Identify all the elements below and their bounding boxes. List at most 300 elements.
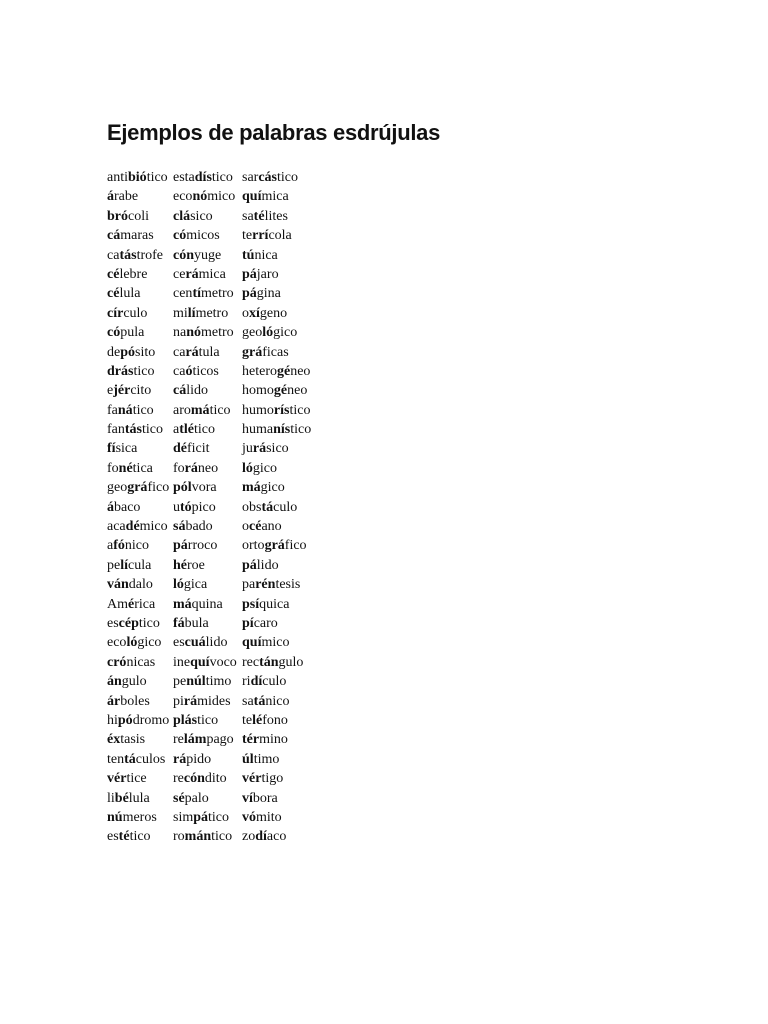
stressed-syllable: cé <box>107 266 120 282</box>
word-suffix: dalo <box>128 577 153 593</box>
stressed-syllable: ár <box>107 693 121 709</box>
word-prefix: aca <box>107 519 126 535</box>
stressed-syllable: có <box>173 228 187 244</box>
stressed-syllable: nó <box>186 325 202 341</box>
stressed-syllable: úl <box>242 751 254 767</box>
word-suffix: tico <box>142 422 164 438</box>
word-item <box>107 536 173 555</box>
word-suffix: cito <box>130 383 152 399</box>
word-prefix: sa <box>242 693 254 709</box>
word-item <box>107 381 173 400</box>
word-item <box>173 265 242 284</box>
word-item <box>173 439 242 458</box>
word-suffix: mico <box>139 519 168 535</box>
word-suffix: voco <box>209 654 237 670</box>
word-prefix: e <box>107 383 114 399</box>
word-prefix: a <box>107 538 114 554</box>
word-prefix: re <box>173 771 184 787</box>
word-item <box>173 575 242 594</box>
stressed-syllable: má <box>173 596 192 612</box>
word-item <box>173 226 242 245</box>
stressed-syllable: cá <box>107 228 121 244</box>
word-suffix: nico <box>124 538 149 554</box>
word-suffix: lites <box>264 208 288 224</box>
word-suffix: lido <box>205 635 228 651</box>
word-item <box>242 439 332 458</box>
word-prefix: obs <box>242 499 262 515</box>
word-suffix: mides <box>197 693 231 709</box>
stressed-syllable: tá <box>253 693 266 709</box>
word-suffix: neo <box>290 363 311 379</box>
stressed-syllable: cá <box>173 383 187 399</box>
word-item <box>242 536 332 555</box>
word-suffix: sito <box>135 344 156 360</box>
word-suffix: gico <box>252 460 277 476</box>
stressed-syllable: dé <box>173 441 187 457</box>
word-item <box>242 614 332 633</box>
stressed-syllable: cuá <box>184 635 206 651</box>
stressed-syllable: rá <box>173 751 187 767</box>
stressed-syllable: má <box>242 480 261 496</box>
word-item <box>242 769 332 788</box>
stressed-syllable: á <box>107 499 114 515</box>
stressed-syllable: fó <box>113 538 125 554</box>
stressed-syllable: jér <box>113 383 131 399</box>
stressed-syllable: tás <box>119 247 137 263</box>
word-suffix: mica <box>198 266 226 282</box>
word-suffix: jaro <box>256 266 279 282</box>
stressed-syllable: sá <box>173 519 186 535</box>
word-item <box>107 769 173 788</box>
word-prefix: ju <box>242 441 253 457</box>
stressed-syllable: quí <box>242 189 262 205</box>
word-item <box>173 556 242 575</box>
stressed-syllable: rén <box>255 577 276 593</box>
stressed-syllable: tó <box>180 499 192 515</box>
stressed-syllable: né <box>118 460 133 476</box>
word-prefix: re <box>173 732 184 748</box>
stressed-syllable: pí <box>242 615 254 631</box>
stressed-syllable: rá <box>252 441 267 457</box>
word-item <box>242 343 332 362</box>
stressed-syllable: tlé <box>179 422 194 438</box>
stressed-syllable: bró <box>107 208 128 224</box>
word-suffix: tico <box>138 615 160 631</box>
stressed-syllable: lí <box>120 557 128 573</box>
word-suffix: pico <box>191 499 216 515</box>
word-item <box>107 420 173 439</box>
word-prefix: ca <box>173 363 186 379</box>
stressed-syllable: psí <box>242 596 260 612</box>
word-prefix: sim <box>173 809 194 825</box>
stressed-syllable: pá <box>173 538 188 554</box>
word-item <box>242 168 332 187</box>
stressed-syllable: cír <box>107 305 124 321</box>
word-item <box>242 730 332 749</box>
word-item <box>242 498 332 517</box>
word-suffix: tasis <box>120 732 146 748</box>
word-suffix: gico <box>260 480 285 496</box>
word-suffix: pula <box>120 325 145 341</box>
word-item <box>242 478 332 497</box>
word-item <box>107 304 173 323</box>
word-item <box>242 226 332 245</box>
word-suffix: geno <box>259 305 288 321</box>
word-suffix: tico <box>289 402 311 418</box>
word-prefix: na <box>173 325 187 341</box>
word-item <box>107 265 173 284</box>
word-item <box>107 595 173 614</box>
stressed-syllable: ló <box>242 460 253 476</box>
word-item <box>107 750 173 769</box>
word-suffix: gico <box>273 325 298 341</box>
word-prefix: ine <box>173 654 191 670</box>
word-item <box>107 789 173 808</box>
word-item <box>242 284 332 303</box>
stressed-syllable: nó <box>192 189 208 205</box>
word-item <box>173 730 242 749</box>
word-suffix: rabe <box>114 189 139 205</box>
stressed-syllable: té <box>253 208 265 224</box>
word-prefix: sa <box>242 208 254 224</box>
word-item <box>173 789 242 808</box>
word-prefix: ce <box>173 266 186 282</box>
stressed-syllable: nís <box>273 422 291 438</box>
word-prefix: hi <box>107 712 118 728</box>
stressed-syllable: drás <box>107 363 134 379</box>
word-suffix: tico <box>208 809 230 825</box>
word-prefix: homo <box>242 383 274 399</box>
word-prefix: mi <box>173 305 188 321</box>
word-item <box>242 556 332 575</box>
stressed-syllable: có <box>107 325 121 341</box>
stressed-syllable: ló <box>262 325 274 341</box>
stressed-syllable: cón <box>183 771 205 787</box>
stressed-syllable: hé <box>173 557 187 573</box>
word-item <box>242 711 332 730</box>
word-item <box>242 207 332 226</box>
stressed-syllable: cás <box>258 170 277 185</box>
word-item <box>107 711 173 730</box>
stressed-syllable: gé <box>273 383 288 399</box>
word-suffix: tico <box>133 363 155 379</box>
word-item <box>173 633 242 652</box>
word-item <box>173 362 242 381</box>
stressed-syllable: rá <box>185 344 199 360</box>
stressed-syllable: vér <box>107 771 127 787</box>
word-suffix: gico <box>137 635 162 651</box>
word-item <box>107 633 173 652</box>
word-item <box>173 808 242 827</box>
word-item <box>173 692 242 711</box>
word-suffix: metro <box>201 325 234 341</box>
word-item <box>107 730 173 749</box>
word-suffix: bado <box>185 519 213 535</box>
word-suffix: mito <box>256 809 282 825</box>
word-item <box>173 343 242 362</box>
word-suffix: baco <box>114 499 141 515</box>
word-item <box>107 692 173 711</box>
word-item <box>242 362 332 381</box>
word-prefix: pe <box>107 557 121 573</box>
word-prefix: pa <box>242 577 256 593</box>
word-item <box>107 362 173 381</box>
word-item <box>242 401 332 420</box>
word-item <box>107 246 173 265</box>
stressed-syllable: pá <box>242 557 257 573</box>
word-prefix: ca <box>107 247 120 263</box>
word-item <box>173 595 242 614</box>
word-suffix: mino <box>259 732 288 748</box>
word-suffix: yuge <box>194 247 222 263</box>
stressed-syllable: dí <box>250 674 263 690</box>
word-prefix: rec <box>242 654 260 670</box>
stressed-syllable: cé <box>107 286 120 302</box>
word-item <box>107 653 173 672</box>
stressed-syllable: ná <box>117 402 133 418</box>
word-suffix: lebre <box>119 266 148 282</box>
word-item <box>107 343 173 362</box>
word-suffix: caro <box>253 615 278 631</box>
word-suffix: tico <box>209 402 231 418</box>
stressed-syllable: xí <box>249 305 260 321</box>
word-prefix: sar <box>242 170 259 185</box>
word-item <box>173 304 242 323</box>
stressed-syllable: rrí <box>252 228 269 244</box>
word-item <box>242 246 332 265</box>
word-prefix: cen <box>173 286 193 302</box>
word-suffix: tico <box>193 422 215 438</box>
word-suffix: tice <box>126 771 147 787</box>
stressed-syllable: bió <box>128 170 147 185</box>
word-prefix: li <box>107 790 115 806</box>
stressed-syllable: é <box>128 596 135 612</box>
word-item <box>107 284 173 303</box>
word-item <box>242 323 332 342</box>
word-suffix: culo <box>262 674 287 690</box>
word-suffix: ticos <box>192 363 219 379</box>
stressed-syllable: dé <box>125 519 140 535</box>
word-item <box>107 498 173 517</box>
word-prefix: geo <box>242 325 263 341</box>
word-item <box>107 439 173 458</box>
word-suffix: sico <box>266 441 289 457</box>
word-suffix: lido <box>186 383 208 399</box>
word-item <box>173 323 242 342</box>
word-suffix: fico <box>147 480 170 496</box>
word-suffix: mico <box>207 189 236 205</box>
word-suffix: ficas <box>262 344 289 360</box>
word-item <box>173 672 242 691</box>
word-suffix: culo <box>123 305 148 321</box>
word-item <box>173 769 242 788</box>
word-suffix: coli <box>128 208 149 224</box>
stressed-syllable: cró <box>107 654 127 670</box>
word-suffix: rroco <box>187 538 218 554</box>
word-item <box>107 614 173 633</box>
word-item <box>107 517 173 536</box>
word-item <box>242 750 332 769</box>
word-item <box>242 672 332 691</box>
word-item <box>173 246 242 265</box>
word-item <box>173 536 242 555</box>
word-item <box>242 381 332 400</box>
word-item <box>107 401 173 420</box>
word-suffix: timo <box>253 751 280 767</box>
word-suffix: gulo <box>278 654 304 670</box>
page-title: Ejemplos de palabras esdrújulas <box>107 120 441 145</box>
word-suffix: roe <box>187 557 205 573</box>
word-item <box>242 304 332 323</box>
word-prefix: eco <box>173 189 193 205</box>
stressed-syllable: ó <box>185 363 193 379</box>
stressed-syllable: tán <box>259 654 279 670</box>
word-item <box>242 789 332 808</box>
word-suffix: metro <box>201 286 234 302</box>
word-item <box>242 595 332 614</box>
word-suffix: fono <box>262 712 288 728</box>
stressed-syllable: quí <box>242 635 262 651</box>
word-suffix: nico <box>265 693 290 709</box>
word-prefix: te <box>242 712 253 728</box>
word-suffix: boles <box>120 693 150 709</box>
stressed-syllable: pá <box>242 286 257 302</box>
word-suffix: rica <box>134 596 156 612</box>
stressed-syllable: sé <box>173 790 185 806</box>
stressed-syllable: quí <box>190 654 210 670</box>
word-item <box>173 517 242 536</box>
word-suffix: tesis <box>275 577 301 593</box>
word-suffix: ficit <box>187 441 210 457</box>
word-item <box>242 808 332 827</box>
stressed-syllable: grá <box>127 480 148 496</box>
stressed-syllable: vér <box>242 771 262 787</box>
stressed-syllable: ló <box>126 635 138 651</box>
word-suffix: gulo <box>121 674 147 690</box>
word-item <box>242 187 332 206</box>
word-prefix: es <box>173 635 185 651</box>
word-prefix: de <box>107 344 121 360</box>
word-suffix: pago <box>206 732 234 748</box>
word-suffix: ano <box>261 519 282 535</box>
word-suffix: trofe <box>136 247 163 263</box>
word-suffix: tigo <box>261 771 284 787</box>
word-suffix: neo <box>197 460 219 476</box>
word-prefix: esta <box>173 170 195 185</box>
stressed-syllable: dí <box>255 829 267 845</box>
word-item <box>173 498 242 517</box>
word-prefix: aro <box>173 402 191 418</box>
word-item <box>107 556 173 575</box>
word-prefix: es <box>107 615 119 631</box>
word-suffix: tica <box>132 460 153 476</box>
word-item <box>242 265 332 284</box>
stressed-syllable: mán <box>184 829 212 845</box>
word-item <box>173 711 242 730</box>
word-item <box>242 517 332 536</box>
word-prefix: fan <box>107 422 125 438</box>
word-item <box>173 187 242 206</box>
word-prefix: o <box>242 519 249 535</box>
word-item <box>242 653 332 672</box>
word-suffix: meros <box>122 809 157 825</box>
word-prefix: u <box>173 499 180 515</box>
stressed-syllable: pól <box>173 480 192 496</box>
word-prefix: fo <box>173 460 185 476</box>
word-suffix: gica <box>183 577 208 593</box>
word-suffix: tico <box>277 170 298 185</box>
word-suffix: nica <box>254 247 278 263</box>
stressed-syllable: tá <box>261 499 274 515</box>
stressed-syllable: cép <box>118 615 139 631</box>
word-suffix: culo <box>273 499 298 515</box>
stressed-syllable: á <box>107 189 114 205</box>
stressed-syllable: rá <box>184 460 198 476</box>
word-prefix: fa <box>107 402 118 418</box>
word-suffix: lula <box>128 790 150 806</box>
stressed-syllable: gé <box>276 363 291 379</box>
word-item <box>242 420 332 439</box>
word-suffix: nicas <box>126 654 156 670</box>
word-prefix: fo <box>107 460 119 476</box>
word-suffix: tico <box>290 422 312 438</box>
word-prefix: es <box>107 829 119 845</box>
stressed-syllable: clá <box>173 208 191 224</box>
word-prefix: a <box>173 422 180 438</box>
stressed-syllable: núl <box>186 674 206 690</box>
word-item <box>107 478 173 497</box>
word-prefix: te <box>242 228 253 244</box>
word-suffix: neo <box>287 383 308 399</box>
word-suffix: timo <box>205 674 232 690</box>
word-suffix: fico <box>284 538 307 554</box>
word-item <box>107 827 173 846</box>
word-item <box>173 381 242 400</box>
stressed-syllable: fí <box>107 441 116 457</box>
word-list <box>107 168 332 847</box>
word-suffix: palo <box>184 790 209 806</box>
word-suffix: lido <box>256 557 279 573</box>
stressed-syllable: lé <box>252 712 263 728</box>
word-suffix: bora <box>252 790 278 806</box>
word-suffix: sico <box>190 208 213 224</box>
word-item <box>242 575 332 594</box>
stressed-syllable: tí <box>192 286 201 302</box>
word-item <box>173 750 242 769</box>
word-prefix: ten <box>107 751 125 767</box>
word-item <box>107 672 173 691</box>
word-suffix: dito <box>204 771 227 787</box>
word-item <box>107 226 173 245</box>
word-suffix: tico <box>211 170 233 185</box>
word-prefix: ri <box>242 674 251 690</box>
word-prefix: pe <box>173 674 187 690</box>
stressed-syllable: lám <box>183 732 207 748</box>
word-item <box>173 459 242 478</box>
stressed-syllable: ván <box>107 577 129 593</box>
word-prefix: hetero <box>242 363 277 379</box>
word-prefix: ro <box>173 829 185 845</box>
stressed-syllable: cón <box>173 247 194 263</box>
word-prefix: eco <box>107 635 127 651</box>
stressed-syllable: án <box>107 674 122 690</box>
stressed-syllable: plás <box>173 712 198 728</box>
word-prefix: ca <box>173 344 186 360</box>
stressed-syllable: fá <box>173 615 185 631</box>
word-item <box>107 187 173 206</box>
stressed-syllable: má <box>190 402 210 418</box>
word-suffix: metro <box>195 305 229 321</box>
